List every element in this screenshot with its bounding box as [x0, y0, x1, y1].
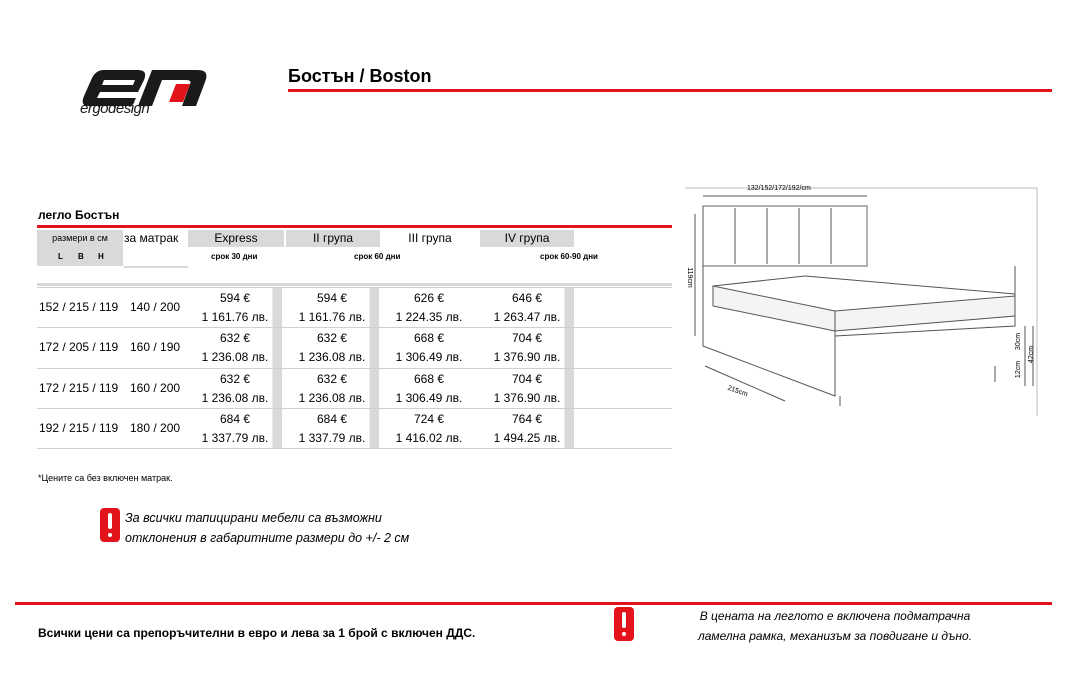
price-eur: 594 €: [316, 291, 348, 305]
price-bgn: 1 306.49 лв.: [395, 350, 463, 364]
price-cell: [188, 328, 282, 368]
price-cell: [382, 409, 476, 449]
col-group-2: II група: [286, 230, 380, 247]
row-size: 172 / 205 / 119: [39, 340, 119, 354]
table-row: [37, 408, 672, 449]
price-bgn: 1 337.79 лв.: [298, 431, 366, 445]
price-eur: 684 €: [219, 412, 251, 426]
row-mattress: 160 / 200: [130, 381, 181, 395]
price-bgn: 1 306.49 лв.: [395, 391, 463, 405]
price-eur: 704 €: [511, 372, 543, 386]
price-cell: [382, 369, 476, 409]
price-eur: 632 €: [316, 372, 348, 386]
price-eur: 724 €: [413, 412, 445, 426]
logo-text: ergodesign: [80, 100, 150, 117]
price-eur: 594 €: [219, 291, 251, 305]
table-row: [37, 287, 672, 328]
page-title: Бостън / Boston: [288, 66, 432, 86]
col-group-4: IV група: [480, 230, 574, 247]
price-bgn: 1 236.08 лв.: [298, 391, 366, 405]
price-bgn: 1 376.90 лв.: [493, 350, 561, 364]
row-size: 192 / 215 / 119: [39, 421, 119, 435]
row-mattress: 160 / 190: [130, 340, 181, 354]
price-bgn: 1 337.79 лв.: [201, 431, 269, 445]
col-group-3: III група: [408, 231, 452, 245]
price-cell: [285, 409, 379, 449]
price-bgn: 1 161.76 лв.: [298, 310, 366, 324]
leg-label: 12cm: [1015, 360, 1023, 379]
price-cell: [285, 328, 379, 368]
warning-line-1: За всички тапицирани мебели са възможни: [125, 511, 382, 525]
col-mattress-header: за матрак: [124, 231, 179, 245]
table-row: [37, 368, 672, 409]
price-cell: [188, 288, 282, 328]
price-eur: 704 €: [511, 331, 543, 345]
row-size: 152 / 215 / 119: [39, 300, 119, 314]
brand-logo: [78, 62, 223, 122]
price-cell: [188, 409, 282, 449]
warning-text: [125, 508, 409, 548]
term-express: срок 30 дни: [211, 252, 258, 261]
base-label: 30cm: [1015, 332, 1023, 351]
price-cell: [480, 369, 574, 409]
row-mattress: 140 / 200: [130, 300, 181, 314]
table-bottom-border: [37, 448, 672, 449]
price-bgn: 1 376.90 лв.: [493, 391, 561, 405]
footer-note-line-2: ламелна рамка, механизъм за повдигане и дъно.: [697, 629, 973, 643]
row-size: 172 / 215 / 119: [39, 381, 119, 395]
row-mattress: 180 / 200: [130, 421, 181, 435]
warning-icon: [100, 508, 120, 542]
bed-label: легло Бостън: [38, 208, 120, 222]
price-cell: [382, 288, 476, 328]
price-eur: 668 €: [413, 331, 445, 345]
header-underline: [124, 266, 188, 268]
footer-warning-icon: [614, 607, 634, 641]
table-row: [37, 327, 672, 368]
price-eur: 668 €: [413, 372, 445, 386]
price-eur: 632 €: [219, 331, 251, 345]
price-bgn: 1 236.08 лв.: [201, 350, 269, 364]
term-group-4: срок 60-90 дни: [540, 252, 598, 261]
price-cell: [285, 369, 379, 409]
col-group-express: Express: [188, 230, 284, 247]
footer-note-line-1: В цената на леглото е включена подматрачна: [699, 609, 971, 623]
footer-note: [680, 606, 990, 646]
term-group-2: срок 60 дни: [354, 252, 401, 261]
price-eur: 626 €: [413, 291, 445, 305]
length-label: 215cm: [726, 384, 749, 399]
price-cell: [285, 288, 379, 328]
footer-main-text: Всички цени са препоръчителни в евро и лева за 1 брой с включен ДДС.: [38, 626, 476, 640]
price-eur: 632 €: [316, 331, 348, 345]
price-cell: [188, 369, 282, 409]
price-eur: 646 €: [511, 291, 543, 305]
table-divider: [37, 225, 672, 228]
price-cell: [382, 328, 476, 368]
table-top-band: [37, 283, 672, 286]
price-eur: 684 €: [316, 412, 348, 426]
price-cell: [480, 328, 574, 368]
price-eur: 764 €: [511, 412, 543, 426]
dim-h: H: [98, 252, 104, 261]
bed-drawing: [685, 186, 1040, 416]
height-label: 119cm: [685, 267, 693, 288]
dim-l: L: [58, 252, 63, 261]
price-cell: [480, 288, 574, 328]
footer-divider: [15, 602, 1052, 605]
price-bgn: 1 224.35 лв.: [395, 310, 463, 324]
width-label: 132/152/172/192/cm: [747, 185, 811, 192]
bed-diagram-icon: [685, 186, 1040, 416]
price-bgn: 1 236.08 лв.: [201, 391, 269, 405]
price-cell: [480, 409, 574, 449]
col-sizes-header: размери в см: [37, 230, 123, 247]
price-bgn: 1 416.02 лв.: [395, 431, 463, 445]
price-bgn: 1 494.25 лв.: [493, 431, 561, 445]
warning-line-2: отклонения в габаритните размери до +/- 2 см: [125, 531, 410, 545]
price-bgn: 1 161.76 лв.: [201, 310, 269, 324]
dim-b: B: [78, 252, 84, 261]
price-note: *Цените са без включен матрак.: [38, 473, 173, 483]
total-label: 42cm: [1028, 345, 1036, 364]
price-bgn: 1 263.47 лв.: [493, 310, 561, 324]
price-bgn: 1 236.08 лв.: [298, 350, 366, 364]
title-divider: [288, 89, 1052, 92]
price-eur: 632 €: [219, 372, 251, 386]
